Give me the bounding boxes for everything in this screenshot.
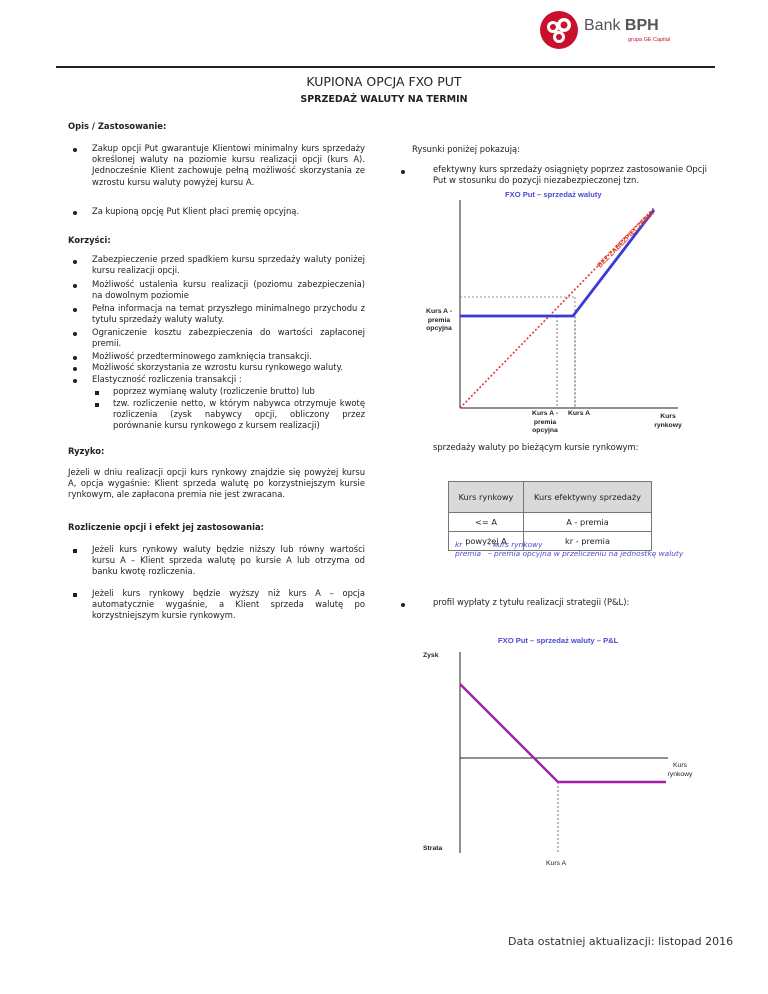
chart1-x-label-a: Kurs A xyxy=(567,410,591,417)
bullet-effective-rate-cont: sprzedaży waluty po bieżącym kursie rynkowym: xyxy=(433,442,639,452)
benefits-heading: Korzyści: xyxy=(68,235,111,245)
benefit-item: Możliwość skorzystania ze wzrostu kursu rynkowego waluty. xyxy=(92,362,343,372)
sub-bullet xyxy=(73,549,77,553)
bank-name: Bank BPH xyxy=(584,17,659,34)
settlement-sub-item: poprzez wymianę waluty (rozliczenie brutto) lub xyxy=(113,386,315,396)
sub-bullet xyxy=(95,391,99,395)
table-header: Kurs rynkowy xyxy=(449,482,524,513)
bullet xyxy=(401,603,405,607)
risk-heading: Ryzyko: xyxy=(68,446,105,456)
chart1-y-label: Kurs A - premia opcyjna xyxy=(426,308,452,332)
settle-item-2: Jeżeli kurs rynkowy będzie wyższy niż kurs A – opcja automatycznie wygaśnie, a Klient sprzeda walutę po korzystniejszym kursie rynkowym. xyxy=(92,588,365,621)
legend-text: - kurs rynkowy xyxy=(488,540,543,549)
chart1 xyxy=(440,196,680,411)
table-cell: kr - premia xyxy=(524,532,652,551)
chart2-x-axis-label: Kurs rynkowy xyxy=(667,762,693,778)
bullet xyxy=(73,148,77,152)
benefit-item: Elastyczność rozliczenia transakcji : xyxy=(92,374,242,384)
bank-tagline: grupa GE Capital xyxy=(628,37,671,43)
page-subtitle: SPRZEDAŻ WALUTY NA TERMIN xyxy=(300,94,468,105)
chart1-diag-label: BEZ ZABEZPIECZENIA xyxy=(596,210,656,270)
table-cell: <= A xyxy=(449,513,524,532)
desc-item-2: Za kupioną opcję Put Klient płaci premię opcyjną. xyxy=(92,206,300,216)
chart2 xyxy=(440,650,670,855)
benefit-item: Zabezpieczenie przed spadkiem kursu sprzedaży waluty poniżej kursu realizacji opcji. xyxy=(92,254,365,276)
bullet xyxy=(73,284,77,288)
settle-heading: Rozliczenie opcji i efekt jej zastosowania: xyxy=(68,522,264,532)
bullet-pnl: profil wypłaty z tytułu realizacji strategii (P&L): xyxy=(433,597,630,607)
table-cell: A - premia xyxy=(524,513,652,532)
bullet xyxy=(73,308,77,312)
chart2-pnl-line xyxy=(460,684,666,782)
bullet xyxy=(73,367,77,371)
chart1-title: FXO Put – sprzedaż waluty xyxy=(505,190,602,199)
legend-key: premia xyxy=(455,549,482,558)
effective-rate-table xyxy=(448,481,652,551)
last-updated: Data ostatniej aktualizacji: listopad 2016 xyxy=(508,935,734,948)
desc-item-1: Zakup opcji Put gwarantuje Klientowi minimalny kurs sprzedaży określonej waluty na poziomie kursu realizacji opcji (kurs A). Jednocześnie Klient zachowuje pełną możliwość skorzystania ze wzrostu kursu waluty powyżej kursu A. xyxy=(92,143,365,187)
table-row xyxy=(449,532,652,551)
bullet xyxy=(401,170,405,174)
bullet xyxy=(73,211,77,215)
chart2-x-label-a: Kurs A xyxy=(546,860,567,867)
chart2-y-bottom: Strata xyxy=(423,845,443,852)
risk-text: Jeżeli w dniu realizacji opcji kurs rynkowy znajdzie się powyżej kursu A, opcja wygaśnie: Klient sprzeda walutę po korzystniejszym kursie rynkowym, ale zapłacona premia nie jest zwracana. xyxy=(68,467,365,500)
intro-text: Rysunki poniżej pokazują: xyxy=(412,144,521,154)
legend-text: – premia opcyjna w przeliczeniu na jednostkę waluty xyxy=(488,549,684,558)
bullet xyxy=(73,379,77,383)
settle-item-1: Jeżeli kurs rynkowy waluty będzie niższy lub równy wartości kursu A – Klient sprzeda walutę po kursie A lub otrzyma od banku kwotę rozliczenia. xyxy=(92,544,365,577)
chart1-x-label-premium: Kurs A - premia opcyjna xyxy=(532,410,558,434)
benefit-item: Ograniczenie kosztu zabezpieczenia do wartości zapłaconej premii. xyxy=(92,327,365,349)
bullet-effective-rate: efektywny kurs sprzedaży osiągnięty poprzez zastosowanie Opcji Put w stosunku do pozycji niezabezpieczonej tzn. xyxy=(433,164,707,186)
bullet xyxy=(73,260,77,264)
page-title: KUPIONA OPCJA FXO PUT xyxy=(306,74,462,89)
bullet xyxy=(73,332,77,336)
sub-bullet xyxy=(73,593,77,597)
legend-key: kr xyxy=(455,540,463,549)
chart2-title: FXO Put – sprzedaż waluty – P&L xyxy=(498,636,619,645)
sub-bullet xyxy=(95,403,99,407)
bank-logo-icon xyxy=(539,10,579,50)
table-header: Kurs efektywny sprzedaży xyxy=(524,482,652,513)
benefit-item: Możliwość ustalenia kursu realizacji (poziomu zabezpieczenia) na dowolnym poziomie xyxy=(92,279,365,301)
table-row xyxy=(449,513,652,532)
bullet xyxy=(73,356,77,360)
desc-heading: Opis / Zastosowanie: xyxy=(68,121,167,131)
header-rule xyxy=(56,66,715,68)
chart2-y-top: Zysk xyxy=(423,652,439,659)
benefit-item: Możliwość przedterminowego zamknięcia transakcji. xyxy=(92,351,312,361)
table-cell: powyżej A xyxy=(449,532,524,551)
chart1-hedged-line xyxy=(460,210,654,316)
benefit-item: Pełna informacja na temat przyszłego minimalnego przychodu z tytułu sprzedaży waluty waluty. xyxy=(92,303,365,325)
settlement-sub-item: tzw. rozliczenie netto, w którym nabywca otrzymuje kwotę rozliczenia (zysk nabywcy opcji, obliczony przez porównanie kursu rynkowego z kursem realizacji) xyxy=(113,398,365,431)
chart1-x-axis-label: Kurs rynkowy xyxy=(654,413,682,429)
